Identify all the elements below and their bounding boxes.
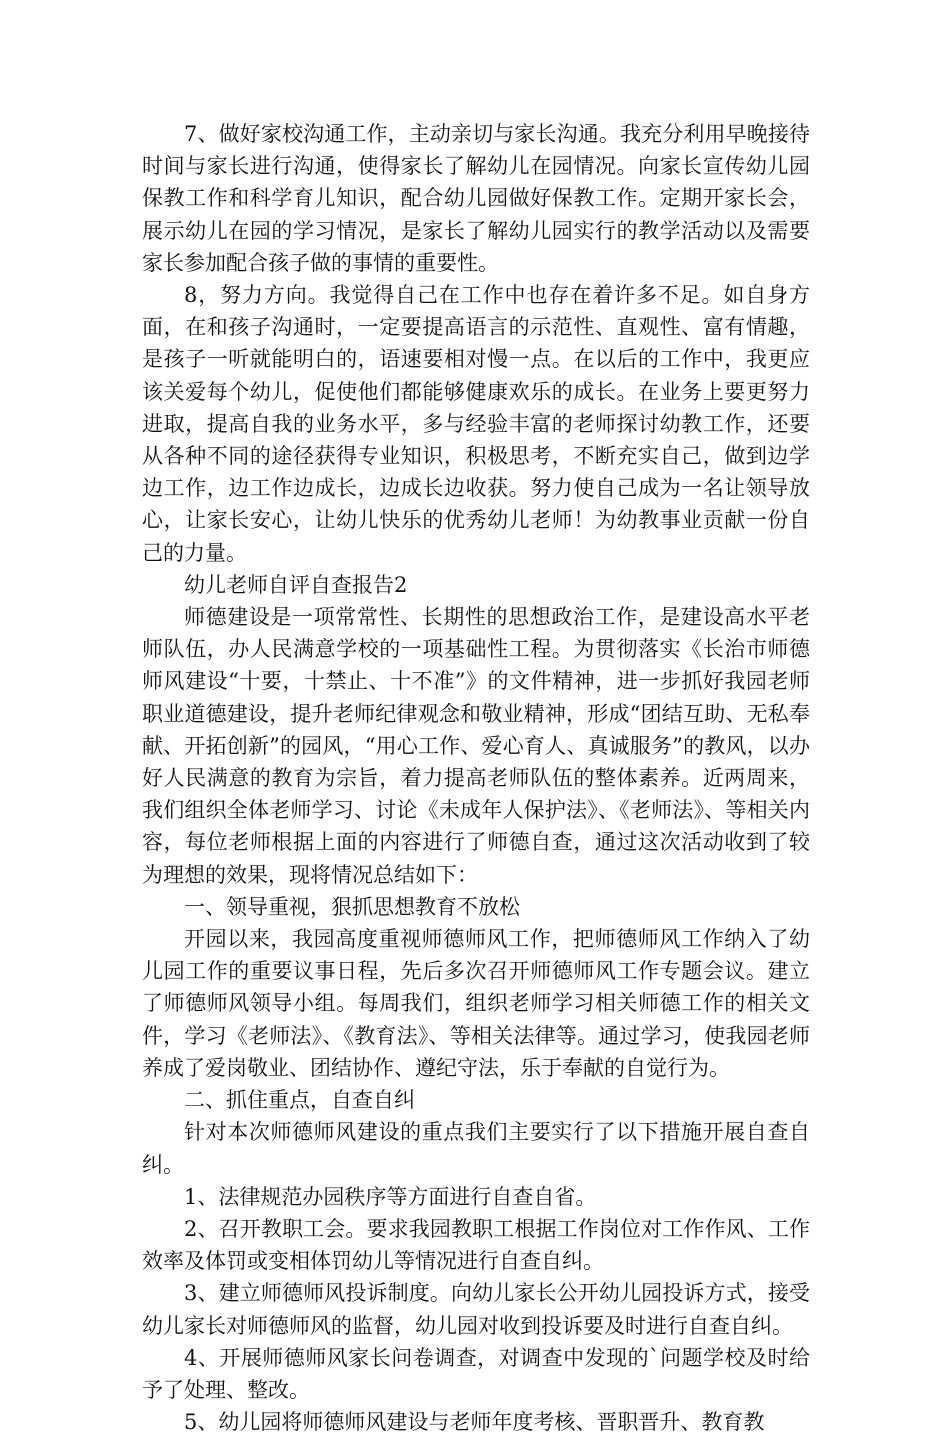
report-title: 幼儿老师自评自查报告2 [184,572,408,597]
list-item-measure-5: 5、幼儿园将师德师风建设与老师年度考核、晋职晋升、教育教 [184,1410,765,1435]
section-heading-self-inspection: 二、抓住重点，自查自纠 [184,1088,415,1113]
section-heading-leadership: 一、领导重视，狠抓思想教育不放松 [184,894,520,919]
list-item-measure-2: 2、召开教职工会。要求我园教职工根据工作岗位对工作作风、工作效率及体罚或变相体罚幼儿等情况进行自查自纠。 [142,1216,810,1274]
paragraph-improvement-direction: 8，努力方向。我觉得自己在工作中也存在着许多不足。如自身方面，在和孩子沟通时，一定要提高语言的示范性、直观性、富有情趣，是孩子一听就能明白的，语速要相对慢一点。在以后的工作中，我更应该关爱每个幼儿，促使他们都能够健康欢乐的成长。在业务上要更努力进取，提高自我的业务水平，多与经验丰富的老师探讨幼教工作，还要从各种不同的途径获得专业知识，积极思考，不断充实自己，做到边学边工作，边工作边成长，边成长边收获。努力使自己成为一名让领导放心，让家长安心，让幼儿快乐的优秀幼儿老师！为幼教事业贡献一份自己的力量。 [142,283,810,565]
list-item-measure-4: 4、开展师德师风家长问卷调查，对调查中发现的`问题学校及时给予了处理、整改。 [142,1345,810,1402]
paragraph-measures-intro: 针对本次师德师风建设的重点我们主要实行了以下措施开展自查自纠。 [142,1120,810,1177]
list-item-measure-3: 3、建立师德师风投诉制度。向幼儿家长公开幼儿园投诉方式，接受幼儿家长对师德师风的监督，幼儿园对收到投诉要及时进行自查自纠。 [142,1281,810,1338]
paragraph-home-school-communication: 7、做好家校沟通工作，主动亲切与家长沟通。我充分利用早晚接待时间与家长进行沟通，使得家长了解幼儿在园情况。向家长宣传幼儿园保教工作和科学育儿知识，配合幼儿园做好保教工作。定期开家长会，展示幼儿在园的学习情况，是家长了解幼儿园实行的教学活动以及需要家长参加配合孩子做的事情的重要性。 [142,122,810,275]
document-body [142,118,810,1438]
paragraph-leadership: 开园以来，我园高度重视师德师风工作，把师德师风工作纳入了幼儿园工作的重要议事日程，先后多次召开师德师风工作专题会议。建立了师德师风领导小组。每周我们，组织老师学习相关师德工作的相关文件，学习《老师法》、《教育法》、等相关法律等。通过学习，使我园老师养成了爱岗敬业、团结协作、遵纪守法，乐于奉献的自觉行为。 [142,927,810,1080]
paragraph-ethics-introduction: 师德建设是一项常常性、长期性的思想政治工作，是建设高水平老师队伍，办人民满意学校的一项基础性工程。为贯彻落实《长治市师德师风建设“十要，十禁止、十不准”》的文件精神，进一步抓好我园老师职业道德建设，提升老师纪律观念和敬业精神，形成“团结互助、无私奉献、开拓创新”的园风，“用心工作、爱心育人、真诚服务”的教风，以办好人民满意的教育为宗旨，着力提高老师队伍的整体素养。近两周来，我们组织全体老师学习、讨论《未成年人保护法》、《老师法》、等相关内容，每位老师根据上面的内容进行了师德自查，通过这次活动收到了较为理想的效果，现将情况总结如下： [142,605,810,887]
list-item-measure-1: 1、法律规范办园秩序等方面进行自查自省。 [184,1184,597,1209]
